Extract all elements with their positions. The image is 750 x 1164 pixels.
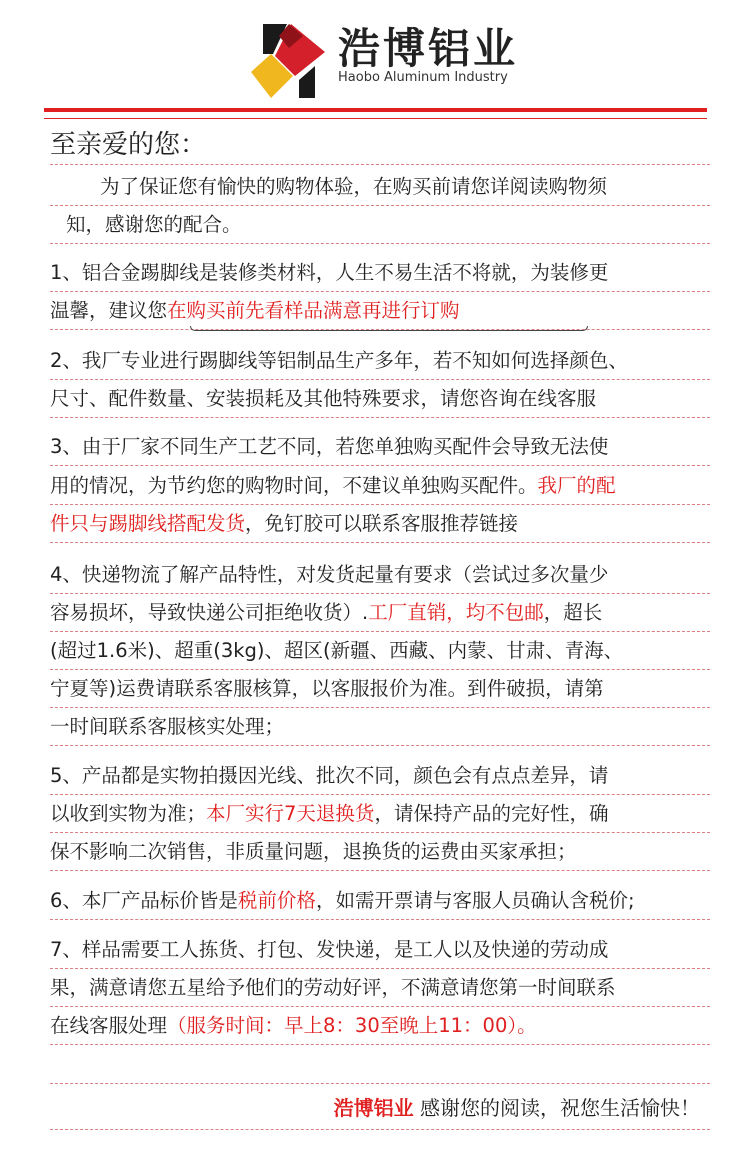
item-text: 5、产品都是实物拍摄因光线、批次不同，颜色会有点点差异，请 <box>50 764 609 787</box>
item-text: 温馨，建议您 <box>50 299 168 322</box>
highlight-text: 本厂实行7天退换货 <box>206 802 375 825</box>
highlight-text: 税前价格 <box>237 889 316 912</box>
item-text: 以收到实物为准； <box>50 802 207 825</box>
intro-text: 为了保证您有愉快的购物体验，在购买前请您详阅读购物须 <box>100 175 608 198</box>
item-text: ，超长 <box>543 601 603 624</box>
divider-line <box>50 1128 710 1130</box>
notice-item-6 <box>50 882 710 920</box>
item-text: 4、快递物流了解产品特性，对发货起量有要求（尝试过多次量少 <box>50 563 609 586</box>
service-hours: （服务时间：早上8：30至晚上11：00）。 <box>167 1014 537 1037</box>
notice-item-4-cont <box>50 594 710 632</box>
highlight-text: 我厂的配 <box>537 474 616 497</box>
notice-item-3 <box>50 428 710 466</box>
highlight-text: 件只与踢脚线搭配发货 <box>50 512 246 535</box>
item-text: 保不影响二次销售，非质量问题，退换货的运费由买家承担； <box>50 840 577 863</box>
item-text: 在线客服处理 <box>50 1014 168 1037</box>
item-text: ，免钉胶可以联系客服推荐链接 <box>245 512 519 535</box>
item-text: 1、铝合金踢脚线是装修类材料，人生不易生活不将就，为装修更 <box>50 261 609 284</box>
brand-name: 浩博铝业 <box>338 24 519 73</box>
notice-item-1-cont <box>50 292 710 330</box>
item-text: 3、由于厂家不同生产工艺不同，若您单独购买配件会导致无法使 <box>50 435 609 458</box>
notice-item-5-cont2 <box>50 833 710 871</box>
notice-item-2-cont <box>50 380 710 418</box>
item-text: 用的情况，为节约您的购物时间，不建议单独购买配件。 <box>50 474 538 497</box>
item-text: 宁夏等)运费请联系客服核算，以客服报价为准。到件破损，请第 <box>50 677 604 700</box>
item-text: ，如需开票请与客服人员确认含税价; <box>315 889 635 912</box>
notice-item-4 <box>50 556 710 594</box>
closing-message <box>50 1088 700 1128</box>
item-text: 2、我厂专业进行踢脚线等铝制品生产多年，若不知如何选择颜色、 <box>50 349 628 372</box>
intro-text: 知，感谢您的配合。 <box>66 213 242 236</box>
item-text: 6、本厂产品标价皆是 <box>50 889 238 912</box>
notice-item-7-cont2 <box>50 1007 710 1045</box>
hand-underline <box>190 326 588 331</box>
notice-item-7-cont <box>50 969 710 1007</box>
notice-item-5-cont <box>50 795 710 833</box>
intro-line-1 <box>50 168 710 206</box>
item-text: (超过1.6米)、超重(3kg)、超区(新疆、西藏、内蒙、甘肃、青海、 <box>50 639 624 662</box>
greeting-text: 至亲爱的您： <box>50 130 207 160</box>
notice-item-4-cont2 <box>50 632 710 670</box>
header <box>0 0 750 100</box>
highlight-text: 在购买前先看样品满意再进行订购 <box>167 299 460 322</box>
notice-item-4-cont4 <box>50 708 710 746</box>
item-text: 尺寸、配件数量、安装损耗及其他特殊要求，请您咨询在线客服 <box>50 387 597 410</box>
notice-item-7 <box>50 931 710 969</box>
highlight-text: 工厂直销，均不包邮 <box>368 601 544 624</box>
intro-line-2 <box>50 206 710 244</box>
item-text: 果，满意请您五星给予他们的劳动好评，不满意请您第一时间联系 <box>50 976 616 999</box>
closing-brand: 浩博铝业 <box>333 1096 414 1120</box>
notice-item-3-cont2 <box>50 505 710 543</box>
notice-item-4-cont3 <box>50 670 710 708</box>
red-divider-thin <box>44 118 707 119</box>
closing-text: 感谢您的阅读，祝您生活愉快！ <box>420 1096 700 1120</box>
item-text: ，请保持产品的完好性，确 <box>374 802 609 825</box>
item-text: 7、样品需要工人拣货、打包、发快递，是工人以及快递的劳动成 <box>50 938 609 961</box>
item-text: 一时间联系客服核实处理； <box>50 715 285 738</box>
divider-line <box>50 1082 710 1084</box>
greeting <box>50 127 710 165</box>
item-text: 容易损坏，导致快递公司拒绝收货）. <box>50 601 369 624</box>
brand-name-english: Haobo Aluminum Industry <box>338 70 508 85</box>
logo-icon <box>245 14 331 100</box>
notice-item-3-cont <box>50 467 710 505</box>
red-divider <box>44 108 707 112</box>
notice-item-5 <box>50 757 710 795</box>
notice-item-2 <box>50 342 710 380</box>
notice-item-1 <box>50 254 710 292</box>
